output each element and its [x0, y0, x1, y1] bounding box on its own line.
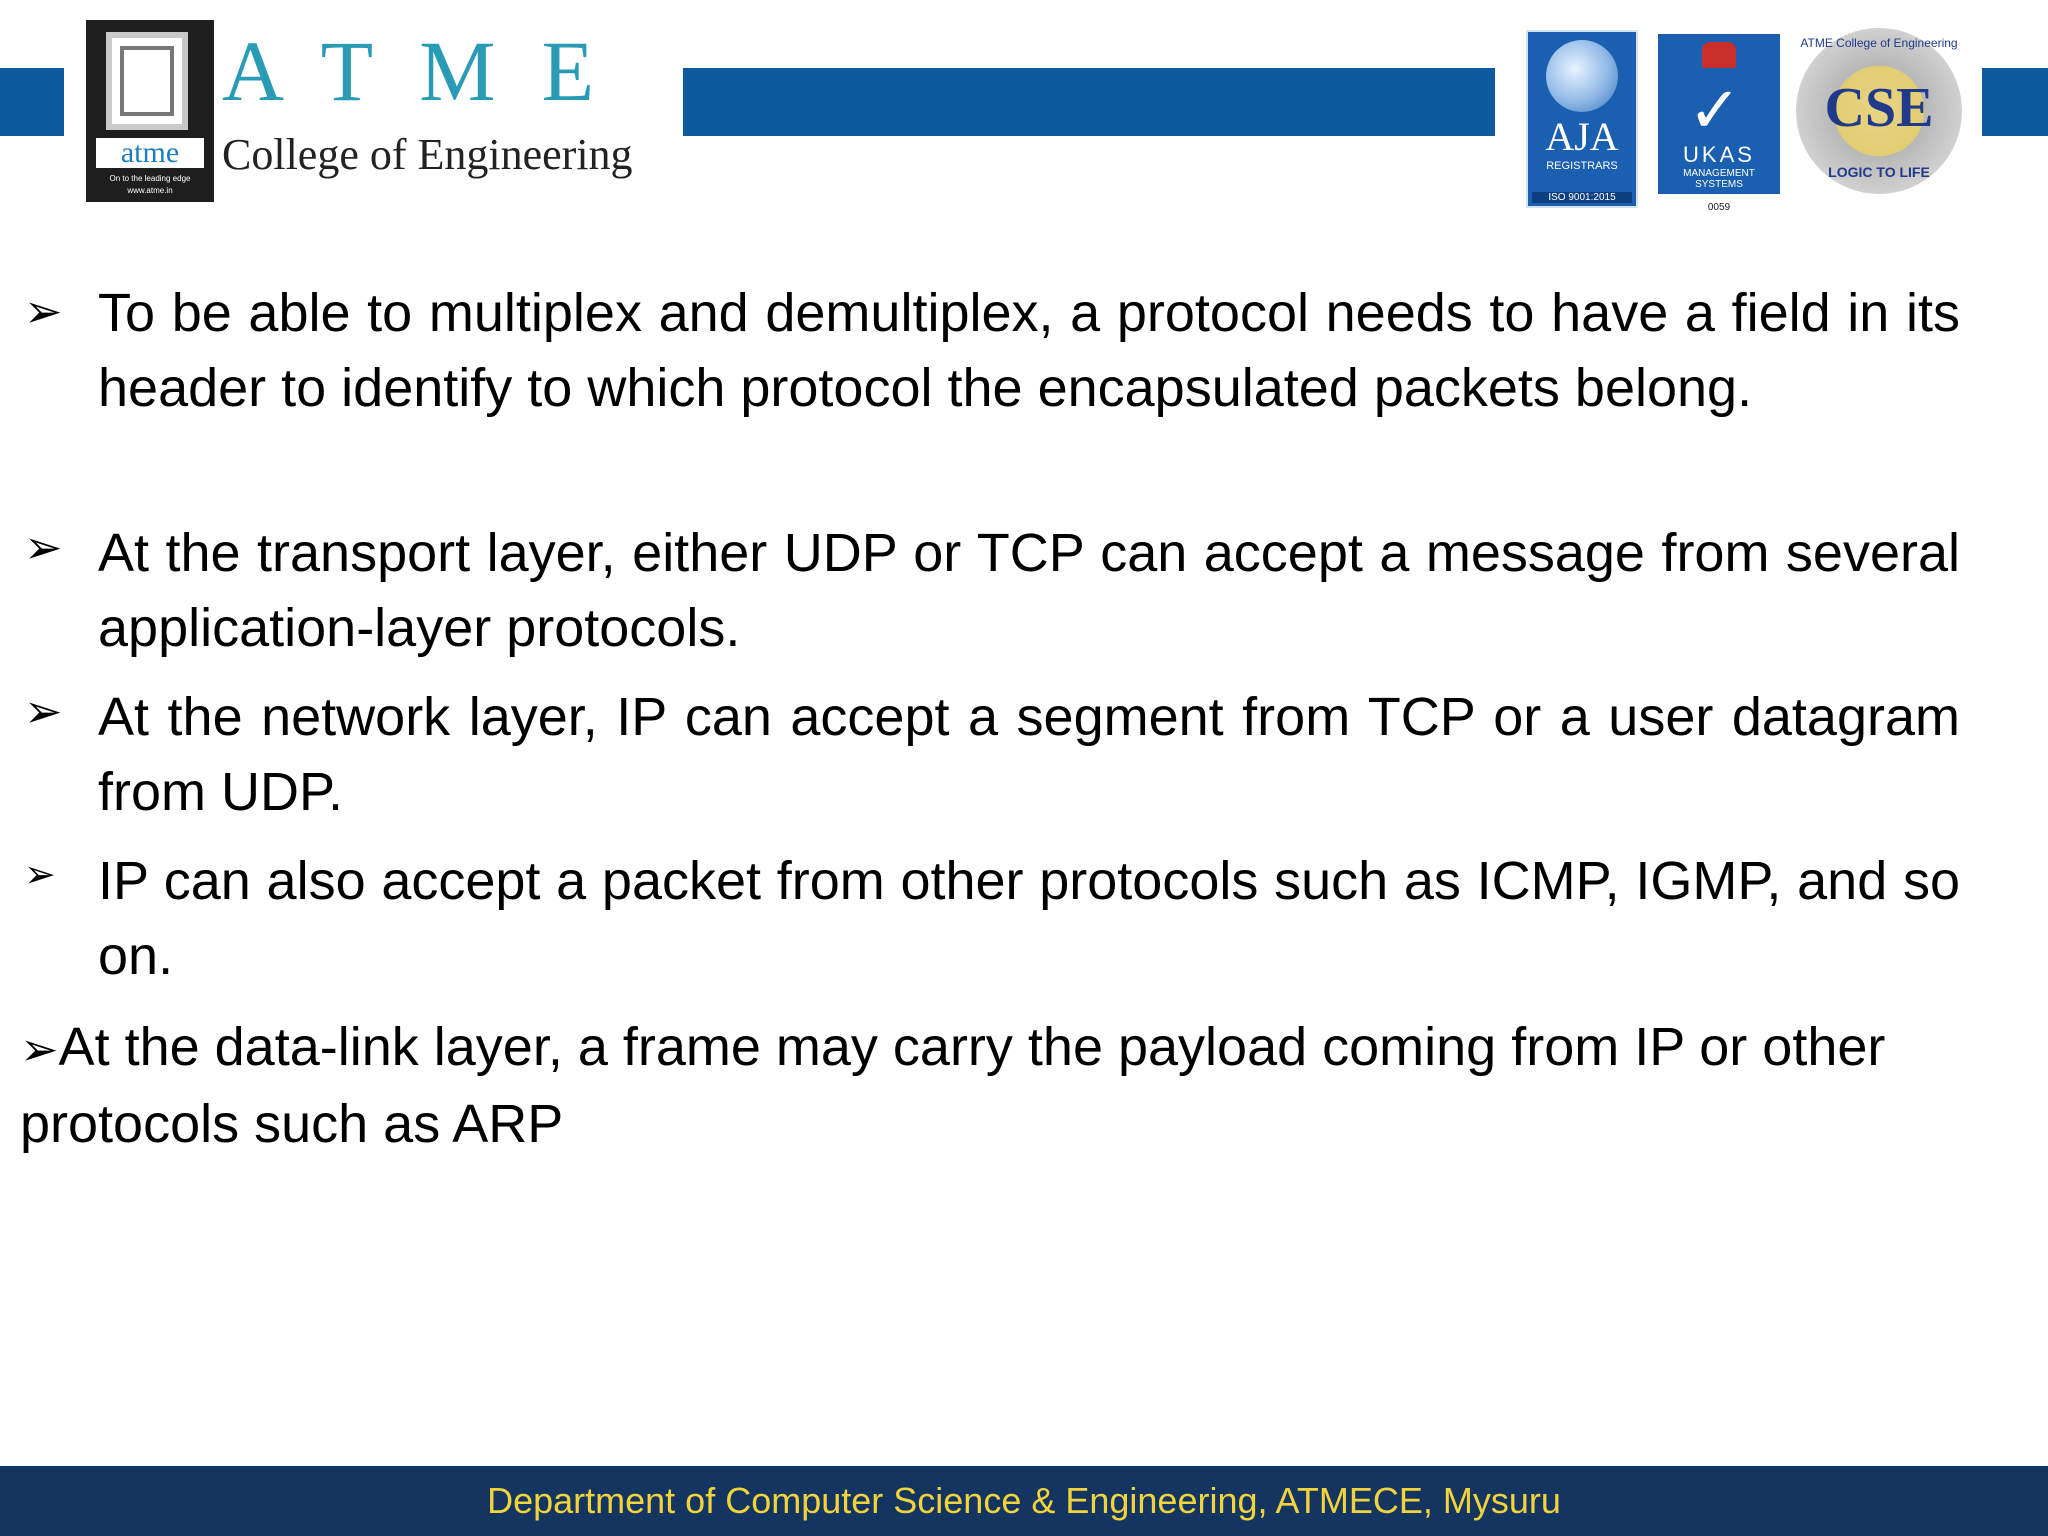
- arrow-bullet-icon: ➢: [24, 285, 63, 337]
- list-item: [20, 1010, 1960, 1162]
- logo-url: www.atme.in: [127, 186, 173, 195]
- ukas-subtitle: MANAGEMENT SYSTEMS: [1683, 168, 1755, 190]
- cse-ring-text: ATME College of Engineering: [1800, 36, 1958, 50]
- logo-atme-text: atme: [96, 138, 204, 168]
- arrow-bullet-icon: ➢: [24, 521, 63, 573]
- footer-bar: [0, 1466, 2048, 1536]
- checkmark-icon: ✓: [1688, 74, 1742, 146]
- logo-tagline: On to the leading edge: [109, 174, 191, 183]
- header-band-right: [1982, 68, 2048, 136]
- crown-icon: [1702, 42, 1736, 68]
- header-band-middle: [683, 68, 1495, 136]
- arrow-bullet-icon: ➢: [20, 1023, 59, 1075]
- bullet-text: At the data-link layer, a frame may carry the payload coming from IP or other protocols such as ARP: [20, 1017, 1886, 1154]
- bullet-text: At the transport layer, either UDP or TCP can accept a message from several application-layer protocols.: [98, 523, 1960, 658]
- ukas-certification-logo: [1658, 34, 1780, 194]
- arrow-bullet-icon: ➢: [24, 854, 56, 896]
- cse-department-logo: [1796, 28, 1962, 194]
- bullet-text: IP can also accept a packet from other protocols such as ICMP, IGMP, and so on.: [98, 851, 1960, 986]
- bullet-text: To be able to multiplex and demultiplex, a protocol needs to have a field in its header to identify to which protocol the encapsulated packets belong.: [98, 283, 1960, 418]
- aja-name: AJA: [1545, 114, 1619, 159]
- ukas-number: 0059: [1707, 202, 1731, 213]
- footer-department-text: Department of Computer Science & Engineering, ATMECE, Mysuru: [487, 1480, 1561, 1521]
- aja-registrars: REGISTRARS: [1546, 160, 1618, 172]
- arrow-bullet-icon: ➢: [24, 685, 63, 737]
- aja-iso: ISO 9001:2015: [1532, 192, 1632, 203]
- college-logo: [86, 20, 214, 202]
- logo-frame-icon: [106, 32, 188, 130]
- aja-certification-logo: [1526, 30, 1638, 208]
- college-title: ATME: [222, 23, 641, 119]
- cse-motto: LOGIC TO LIFE: [1828, 164, 1930, 180]
- college-subtitle: College of Engineering: [222, 130, 633, 179]
- header-band-left: [0, 68, 64, 136]
- globe-icon: [1546, 40, 1618, 112]
- cse-name: CSE: [1824, 77, 1934, 139]
- bullet-text: At the network layer, IP can accept a segment from TCP or a user datagram from UDP.: [98, 687, 1960, 822]
- ukas-name: UKAS: [1683, 142, 1755, 167]
